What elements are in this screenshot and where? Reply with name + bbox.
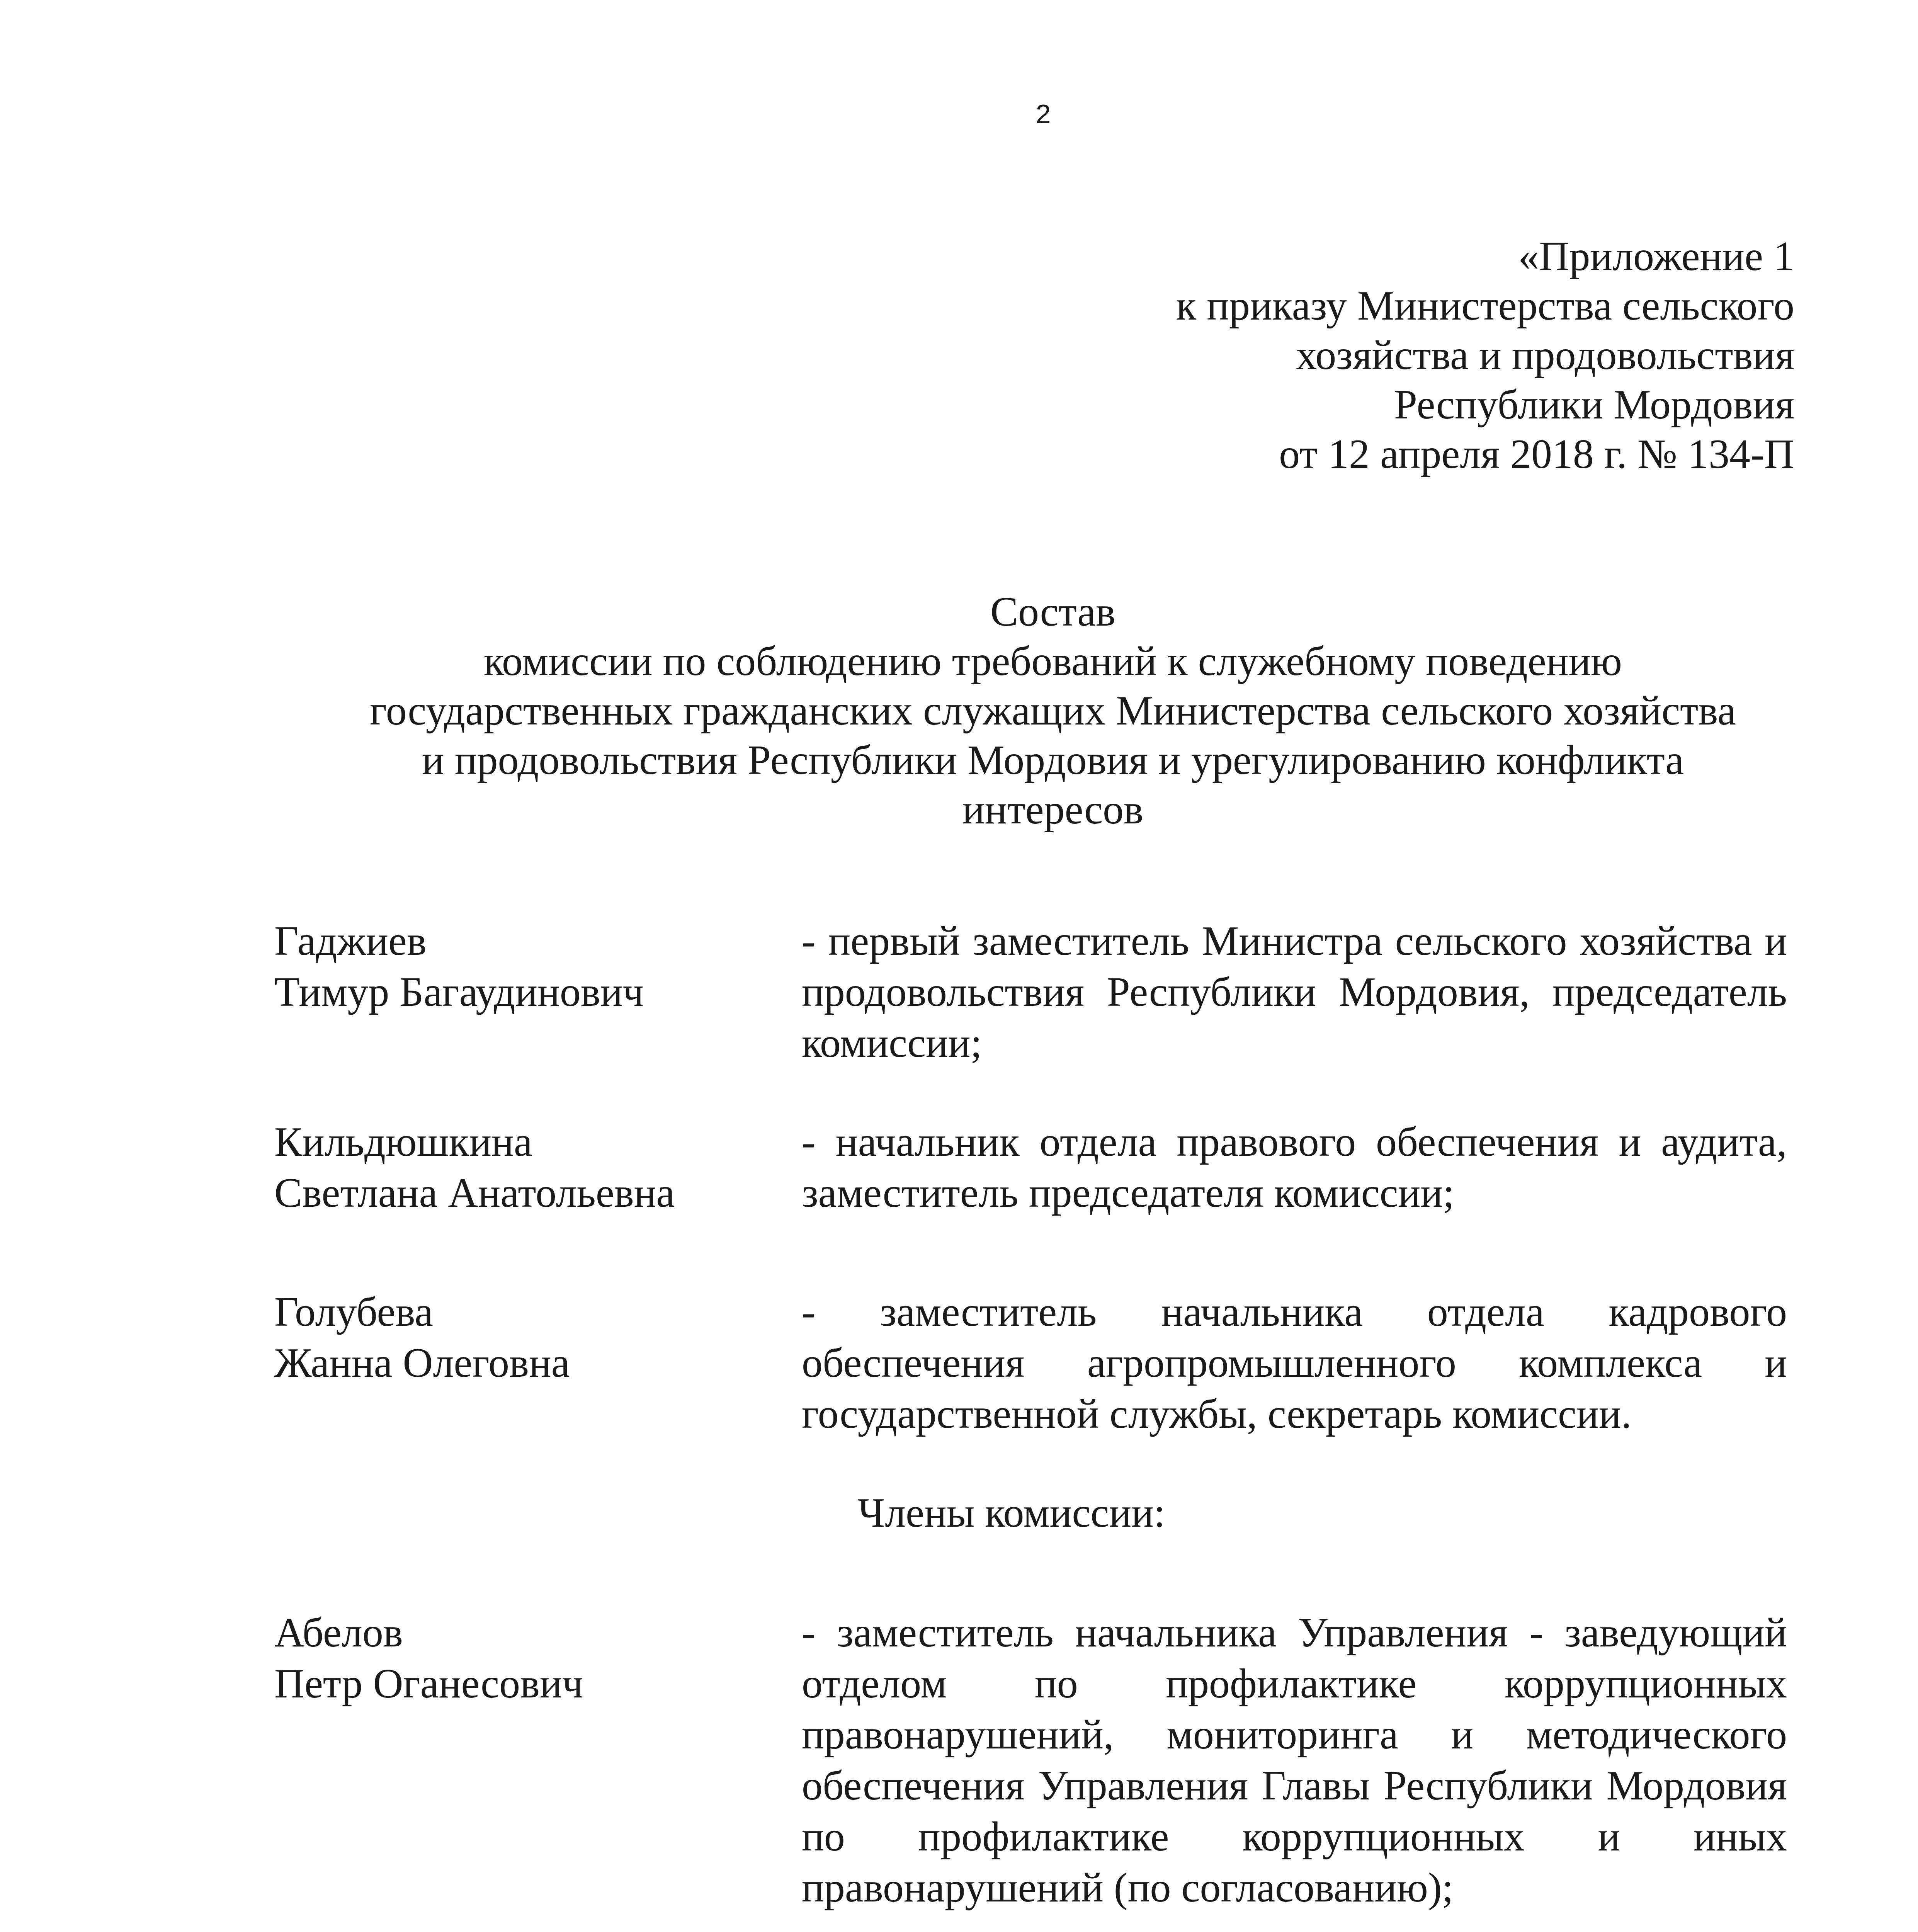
title-line: Состав (990, 589, 1116, 635)
document-title (278, 587, 1828, 835)
appendix-line: от 12 апреля 2018 г. № 134-П (1279, 431, 1794, 477)
appendix-header (944, 232, 1794, 479)
appendix-line: Республики Мордовия (1394, 382, 1794, 428)
title-line: государственных гражданских служащих Министерства сельского хозяйства (370, 688, 1736, 734)
appendix-line: к приказу Министерства сельского (1176, 283, 1794, 329)
person-role: - заместитель начальника Управления - заведующий отделом по профилактике коррупционных правонарушений, мониторинга и методического обеспечения Управления Главы Республики Мордовия по профилактике коррупционных и иных правонарушений (по согласованию); (802, 1610, 1787, 1911)
person-role: - первый заместитель Министра сельского хозяйства и продовольствия Республики Мордовия, председатель комиссии; (802, 918, 1787, 1066)
person-given-names: Светлана Анатольевна (274, 1170, 675, 1216)
page-number: 2 (1036, 99, 1051, 129)
title-line: и продовольствия Республики Мордовия и урегулированию конфликта (422, 737, 1684, 783)
person-surname: Гаджиев (274, 918, 427, 964)
person-name (274, 1117, 796, 1219)
person-name (274, 916, 796, 1018)
appendix-line: хозяйства и продовольствия (1296, 332, 1794, 378)
person-surname: Кильдюшкина (274, 1119, 532, 1165)
person-given-names: Петр Оганесович (274, 1661, 583, 1707)
person-name (274, 1287, 796, 1389)
members-heading: Члены комиссии: (858, 1490, 1165, 1536)
person-surname: Абелов (274, 1610, 403, 1656)
person-given-names: Тимур Багаудинович (274, 969, 644, 1015)
title-line: интересов (962, 787, 1144, 833)
title-line: комиссии по соблюдению требований к служебному поведению (484, 638, 1622, 684)
person-surname: Голубева (274, 1289, 433, 1335)
person-role: - начальник отдела правового обеспечения и аудита, заместитель председателя комиссии; (802, 1119, 1787, 1216)
person-role: - заместитель начальника отдела кадрового обеспечения агропромышленного комплекса и государственной службы, секретарь комиссии. (802, 1289, 1787, 1437)
appendix-line: «Приложение 1 (1518, 233, 1794, 279)
person-given-names: Жанна Олеговна (274, 1340, 570, 1386)
person-name (274, 1607, 796, 1709)
